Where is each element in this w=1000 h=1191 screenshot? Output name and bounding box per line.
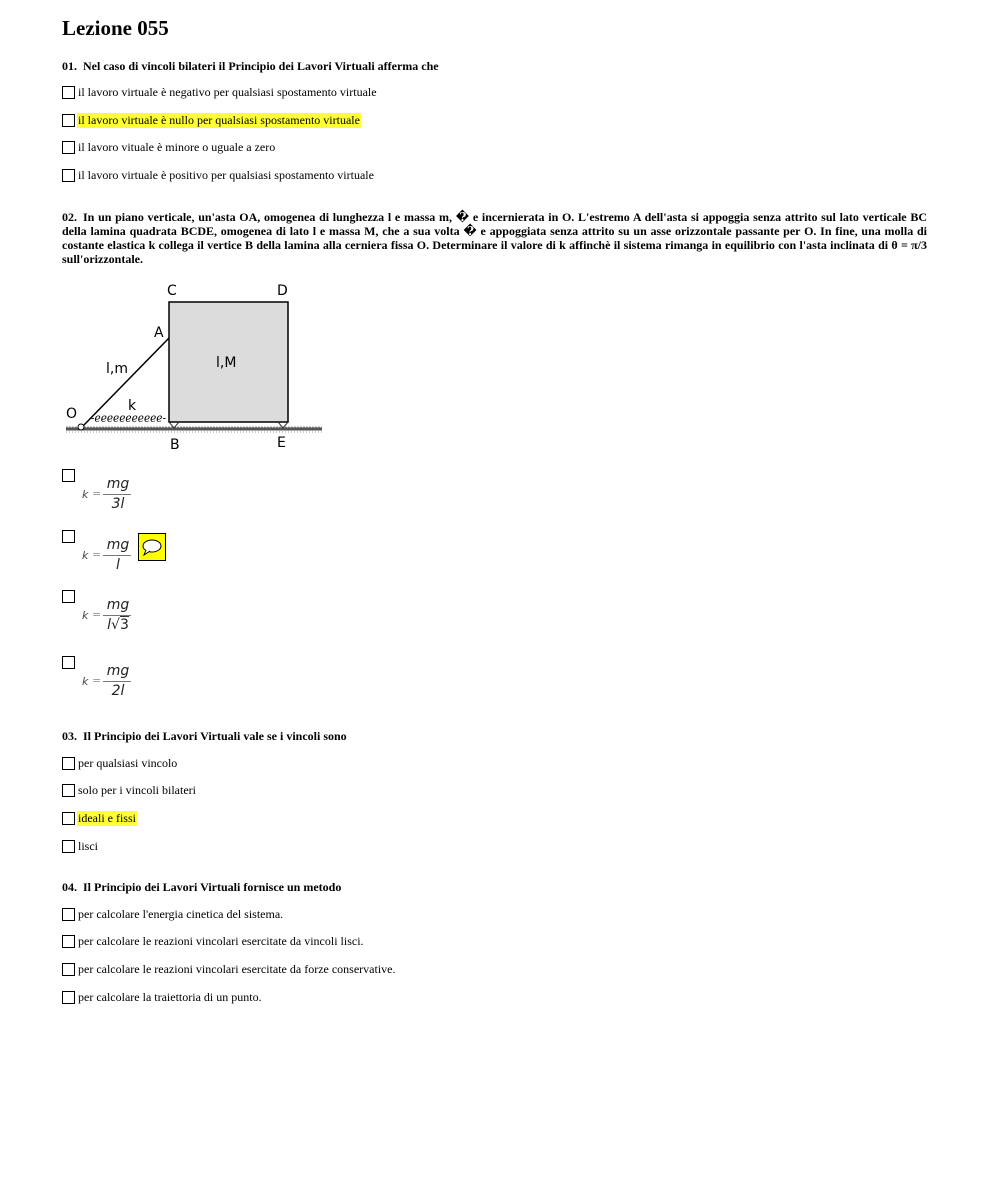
checkbox[interactable] [62, 908, 75, 921]
label-d: D [277, 283, 288, 299]
question-03-title: 03. Il Principio dei Lavori Virtuali vale se i vincoli sono [62, 729, 347, 743]
q04-option-1[interactable]: per calcolare l'energia cinetica del sistema. [62, 905, 284, 923]
q01-option-2[interactable] [62, 111, 361, 129]
checkbox[interactable] [62, 169, 75, 182]
sqrt-symbol: √ [111, 617, 120, 633]
checkbox[interactable] [62, 469, 75, 482]
formula: k = mg l√3 [82, 597, 130, 633]
q02-option-3[interactable] [62, 590, 192, 640]
label-c: C [167, 283, 177, 299]
q03-option-4[interactable]: lisci [62, 837, 99, 855]
q03-option-2[interactable]: solo per i vincoli bilateri [62, 781, 197, 799]
label-rod: l,m [106, 361, 128, 377]
label-b: B [170, 437, 180, 453]
comment-icon[interactable] [138, 533, 166, 561]
highlighted-answer: ideali e fissi [78, 810, 136, 825]
checkbox[interactable] [62, 991, 75, 1004]
q02-option-1[interactable] [62, 469, 192, 519]
checkbox[interactable] [62, 590, 75, 603]
label-plate: l,M [216, 355, 237, 371]
checkbox[interactable] [62, 141, 75, 154]
hinge-o [78, 424, 84, 430]
q02-option-4[interactable] [62, 656, 192, 706]
q02-option-2[interactable] [62, 530, 192, 580]
formula: k = mg l [82, 537, 130, 573]
label-a: A [154, 325, 164, 341]
q01-option-3[interactable]: il lavoro vituale è minore o uguale a zero [62, 138, 276, 156]
checkbox[interactable] [62, 963, 75, 976]
q04-option-4[interactable]: per calcolare la traiettoria di un punto. [62, 988, 263, 1006]
checkbox[interactable] [62, 114, 75, 127]
q04-option-2[interactable]: per calcolare le reazioni vincolari esercitate da vincoli lisci. [62, 932, 365, 950]
q04-option-3[interactable]: per calcolare le reazioni vincolari esercitate da forze conservative. [62, 960, 396, 978]
checkbox[interactable] [62, 935, 75, 948]
spring-coil: -eeeeeeeeeee- [91, 411, 166, 425]
checkbox[interactable] [62, 812, 75, 825]
formula: k = mg 3l [82, 476, 130, 512]
question-02-title: 02. In un piano verticale, un'asta OA, omogenea di lunghezza l e massa m, � e incernierata in O. L'estremo A dell'asta si appoggia senza attrito sul lato verticale BC della lamina quadrata BCDE, omogenea di lato l e massa M, che a sua volta � e appoggiata senza attrito su un asse orizzontale passante per O. In fine, una molla di costante elastica k collega il vertice B della lamina alla cerniera fissa O. Determinare il valore di k affinchè il sistema rimanga in equilibrio con l'asta inclinata di θ = π/3 sull'orizzontale. [62, 210, 927, 266]
checkbox[interactable] [62, 757, 75, 770]
speech-bubble-icon [141, 538, 163, 556]
checkbox[interactable] [62, 784, 75, 797]
label-e: E [277, 435, 286, 451]
page-title: Lezione 055 [62, 16, 169, 40]
label-spring-k: k [128, 398, 137, 414]
rod-plate-diagram [62, 275, 332, 455]
q03-option-3[interactable] [62, 809, 137, 827]
formula: k = mg 2l [82, 663, 130, 699]
question-01-title: 01. Nel caso di vincoli bilateri il Principio dei Lavori Virtuali afferma che [62, 59, 439, 73]
question-04-title: 04. Il Principio dei Lavori Virtuali fornisce un metodo [62, 880, 342, 894]
checkbox[interactable] [62, 86, 75, 99]
q01-option-4[interactable]: il lavoro virtuale è positivo per qualsiasi spostamento virtuale [62, 166, 375, 184]
checkbox[interactable] [62, 656, 75, 669]
q01-option-1[interactable]: il lavoro virtuale è negativo per qualsiasi spostamento virtuale [62, 83, 378, 101]
checkbox[interactable] [62, 840, 75, 853]
q03-option-1[interactable]: per qualsiasi vincolo [62, 754, 178, 772]
highlighted-answer: il lavoro virtuale è nullo per qualsiasi spostamento virtuale [78, 112, 360, 127]
label-o: O [66, 406, 78, 422]
checkbox[interactable] [62, 530, 75, 543]
